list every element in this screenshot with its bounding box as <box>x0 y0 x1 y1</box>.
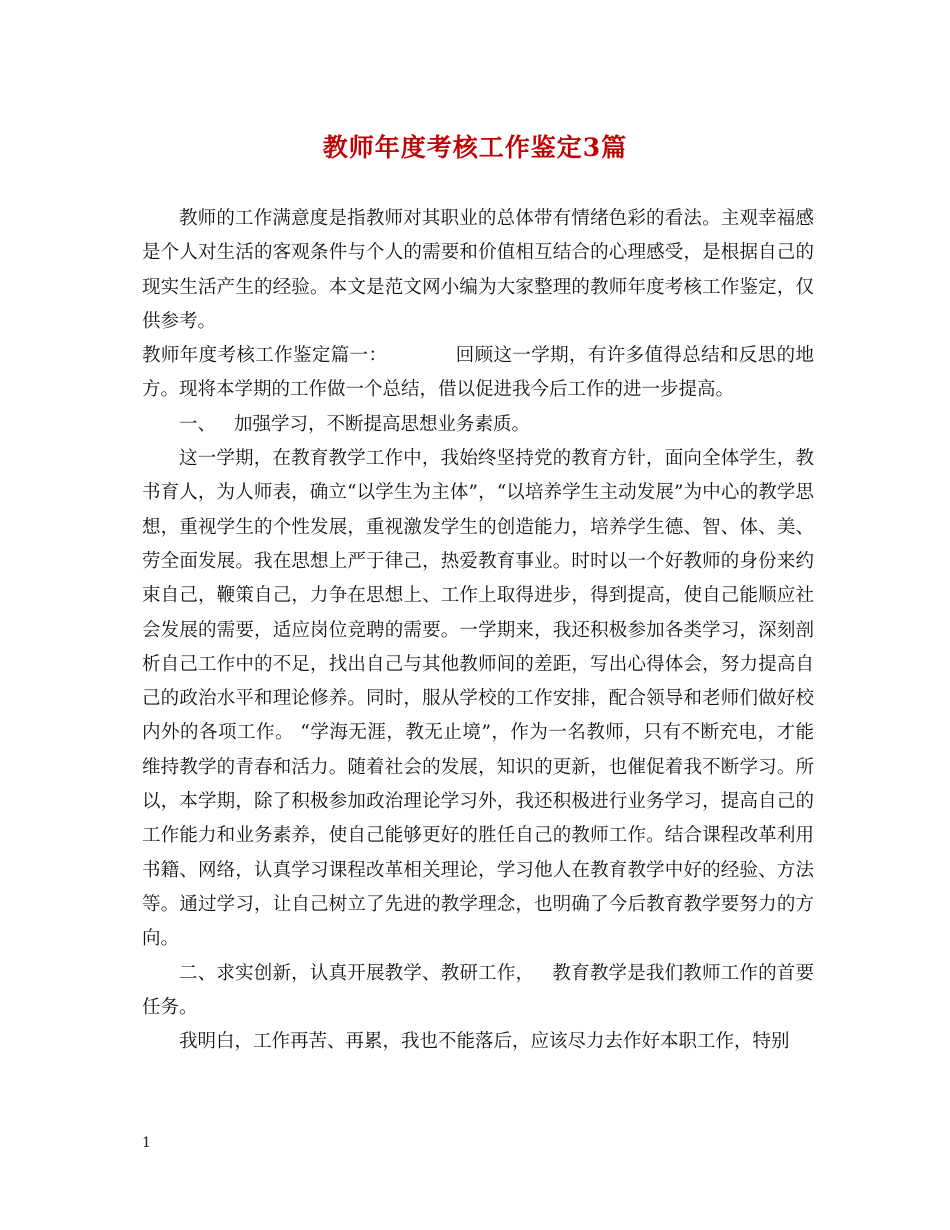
document-title: 教师年度考核工作鉴定3篇 <box>322 133 628 162</box>
section2-title: 二、求实创新，认真开展教学、教研工作， <box>179 962 535 984</box>
last-paragraph: 我明白，工作再苦、再累，我也不能落后，应该尽力去作好本职工作，特别 <box>179 1031 790 1053</box>
intro-paragraph: 教师的工作满意度是指教师对其职业的总体带有情绪色彩的看法。主观幸福感是个人对生活的客观条件与个人的需要和价值相互结合的心理感受，是根据自己的现实生活产生的经验。本文是范文网小编为大家整理的教师年度考核工作鉴定，仅供参考。 <box>142 208 814 332</box>
section2-body: 教育教学是我们教师工作的首要任务。 <box>142 962 814 1018</box>
section1-body: 这一学期，在教育教学工作中，我始终坚持党的教育方针，面向全体学生，教书育人，为人师表，确立“以学生为主体”，“以培养学生主动发展”为中心的教学思想，重视学生的个性发展，重视激发学生的创造能力，培养学生德、智、体、美、劳全面发展。我在思想上严于律己，热爱教育事业。时时以一个好教师的身份来约束自己，鞭策自己，力争在思想上、工作上取得进步，得到提高，使自己能顺应社会发展的需要，适应岗位竞聘的需要。一学期来，我还积极参加各类学习，深刻剖析自己工作中的不足，找出自己与其他教师间的差距，写出心得体会，努力提高自己的政治水平和理论修养。同时，服从学校的工作安排，配合领导和老师们做好校内外的各项工作。 “学海无涯，教无止境”，作为一名教师，只有不断充电，才能维持教学的青春和活力。随着社会的发展，知识的更新，也催促着我不断学习。所以，本学期，除了积极参加政治理论学习外，我还积极进行业务学习，提高自己的工作能力和业务素养，使自己能够更好的胜任自己的教师工作。结合课程改革利用书籍、网络，认真学习课程改革相关理论，学习他人在教育教学中好的经验、方法等。通过学习，让自己树立了先进的教学理念，也明确了今后教育教学要努力的方向。 <box>142 448 814 950</box>
section1-heading <box>142 408 814 442</box>
part1-paragraph <box>142 339 814 408</box>
part1-body: 回顾这一学期，有许多值得总结和反思的地方。现将本学期的工作做一个总结，借以促进我今后工作的进一步提高。 <box>142 345 814 401</box>
page-number: 1 <box>142 1135 151 1151</box>
section1-title: 加强学习，不断提高思想业务素质。 <box>234 413 531 435</box>
section2-paragraph <box>142 957 814 1026</box>
part1-heading: 教师年度考核工作鉴定篇一： <box>142 345 388 367</box>
section1-number: 一、 <box>179 413 217 435</box>
document-body <box>142 202 814 1059</box>
